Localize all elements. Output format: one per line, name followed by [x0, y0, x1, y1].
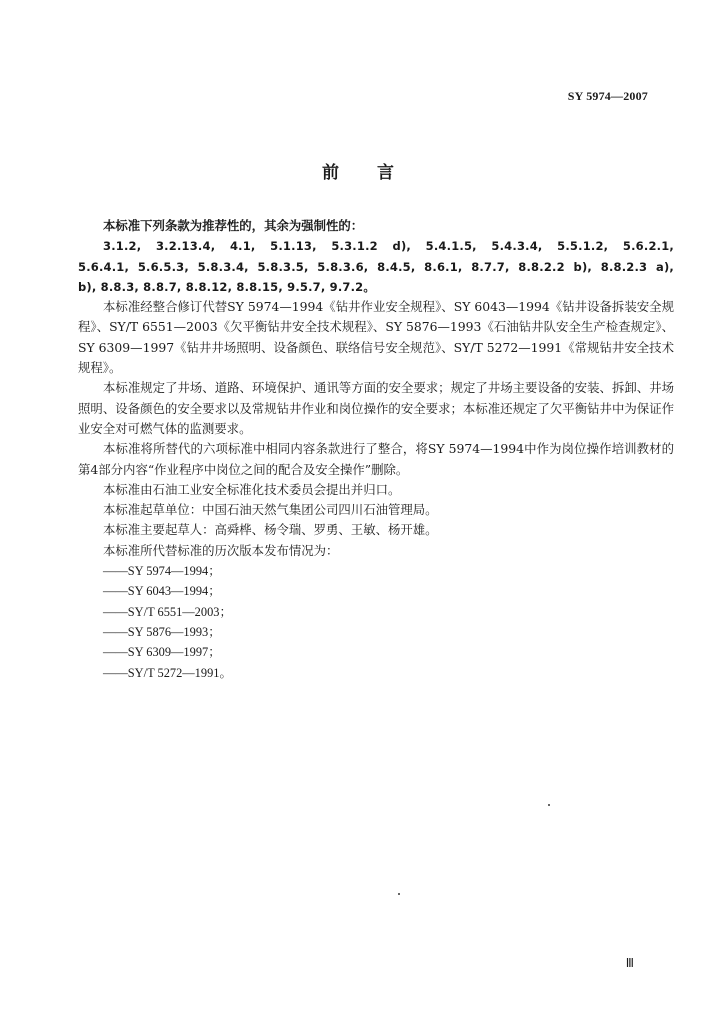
paragraph-replaced-standards: 本标准经整合修订代替SY 5974—1994《钻井作业安全规程》、SY 6043—1994《钻井设备拆装安全规程》、SY/T 6551—2003《欠平衡钻井安全技术规程》、SY 5876—1993《石油钻井队安全生产检查规定》、SY 6309—1997《钻井井场照明、设备颜色、联络信号安全规范》、SY/T 5272—1991《常规钻井安全技术规程》。 — [78, 299, 674, 376]
standard-code: SY 5974—2007 — [567, 89, 648, 103]
history-item: ——SY 5974—1994； — [103, 564, 221, 579]
history-item: ——SY/T 6551—2003； — [103, 604, 232, 619]
page-number: Ⅲ — [625, 956, 634, 970]
paragraph-scope: 本标准规定了井场、道路、环境保护、通讯等方面的安全要求；规定了井场主要设备的安装、拆卸、井场照明、设备颜色的安全要求以及常规钻井作业和岗位操作的安全要求；本标准还规定了欠平衡钻井中为保证作业安全对可燃气体的监测要求。 — [78, 380, 674, 436]
scan-speck — [548, 804, 550, 806]
clause-line: 3.1.2, 3.2.13.4, 4.1, 5.1.13, 5.3.1.2 d), 5.4.1.5, 5.4.3.4, 5.5.1.2, 5.6.2.1, — [103, 239, 674, 254]
scan-speck — [398, 893, 400, 895]
paragraph-history-intro: 本标准所代替标准的历次版本发布情况为： — [103, 542, 339, 558]
intro-paragraph: 本标准下列条款为推荐性的，其余为强制性的： — [103, 218, 364, 233]
history-item: ——SY/T 5272—1991。 — [103, 665, 232, 680]
paragraph-integration: 本标准将所替代的六项标准中相同内容条款进行了整合，将SY 5974—1994中作为岗位操作培训教材的第4部分内容“作业程序中岗位之间的配合及安全操作”删除。 — [78, 441, 674, 477]
clause-list — [78, 236, 674, 297]
title-char-1: 前 — [322, 163, 339, 183]
paragraph-drafters: 本标准主要起草人：高舜桦、杨令瑞、罗勇、王敏、杨开雄。 — [103, 522, 438, 538]
history-item: ——SY 6043—1994； — [103, 584, 221, 599]
paragraph-proposer: 本标准由石油工业安全标准化技术委员会提出并归口。 — [103, 481, 401, 497]
paragraph-drafting-unit: 本标准起草单位：中国石油天然气集团公司四川石油管理局。 — [103, 502, 438, 518]
foreword-body — [78, 216, 674, 683]
history-item: ——SY 6309—1997； — [103, 645, 221, 660]
page-title — [0, 158, 716, 183]
clause-line: 5.6.4.1, 5.6.5.3, 5.8.3.4, 5.8.3.5, 5.8.3.6, 8.4.5, 8.6.1, 8.7.7, 8.8.2.2 b), 8.8.2.3 a), — [78, 259, 674, 274]
title-char-2: 言 — [377, 163, 394, 183]
history-list — [78, 561, 674, 683]
clause-line: b), 8.8.3, 8.8.7, 8.8.12, 8.8.15, 9.5.7, 9.7.2。 — [78, 279, 376, 294]
history-item: ——SY 5876—1993； — [103, 624, 221, 639]
